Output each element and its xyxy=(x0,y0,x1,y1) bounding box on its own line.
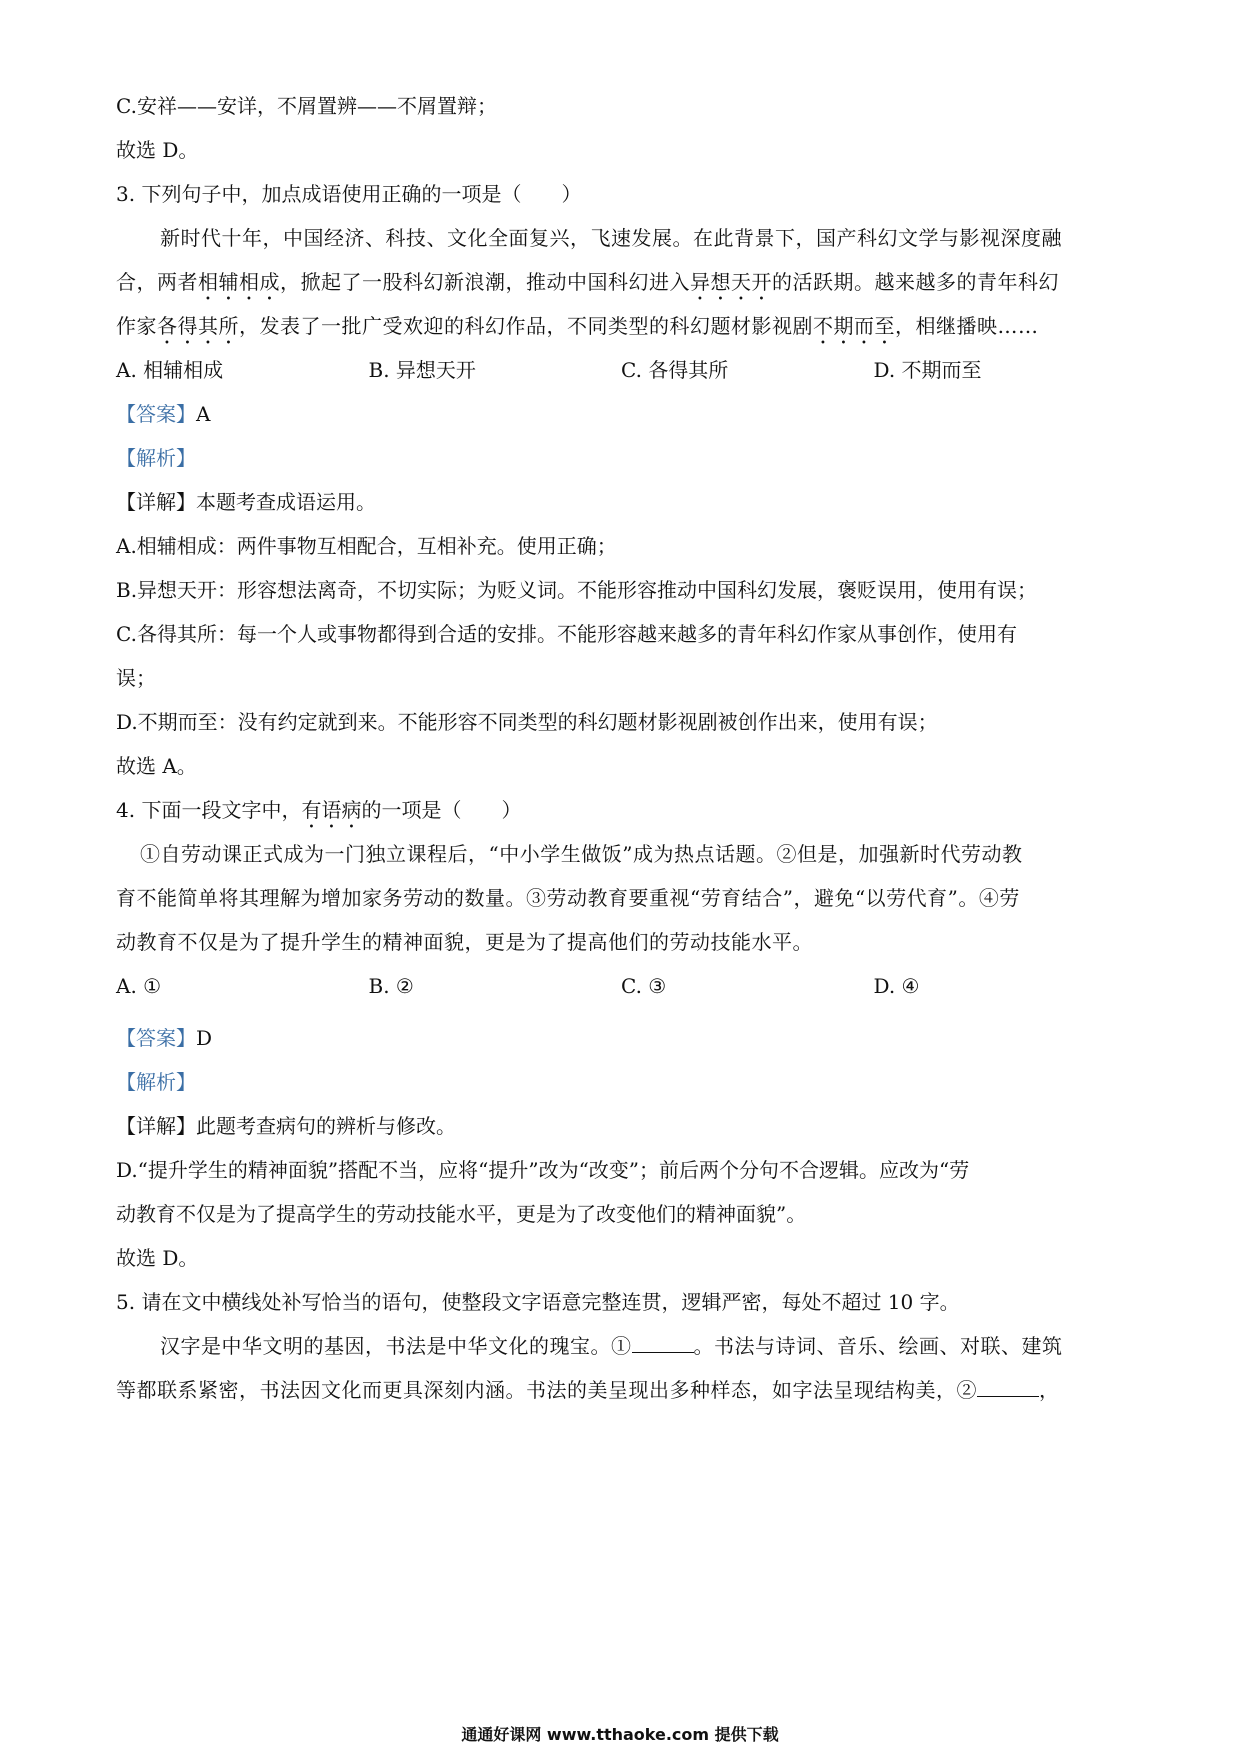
passage-line xyxy=(116,268,1059,305)
dotted-idiom: 相辅相成 xyxy=(198,270,280,294)
passage-text: ， xyxy=(1039,1378,1060,1402)
passage-text: 作家 xyxy=(116,314,157,338)
analysis-tag: 【解析】 xyxy=(116,1070,196,1094)
detail-line: 【详解】本题考查成语运用。 xyxy=(116,490,376,514)
question-4-options xyxy=(116,972,1126,1000)
passage-text: 合，两者 xyxy=(116,270,198,294)
explanation-line: 误； xyxy=(116,666,156,690)
option-a: A. 相辅相成 xyxy=(116,358,224,382)
answer-line xyxy=(116,1024,212,1052)
passage-line: 动教育不仅是为了提升学生的精神面貌，更是为了提高他们的劳动技能水平。 xyxy=(116,930,813,954)
dotted-idiom: 不期而至 xyxy=(813,314,895,338)
passage-text: 等都联系紧密，书法因文化而更具深刻内涵。书法的美呈现出多种样态，如字法呈现结构美，② xyxy=(116,1378,977,1402)
explanation-line: C.各得其所：每一个人或事物都得到合适的安排。不能形容越来越多的青年科幻作家从事创作，使用有 xyxy=(116,622,1017,646)
passage-text: ，发表了一批广受欢迎的科幻作品，不同类型的科幻题材影视剧 xyxy=(239,314,813,338)
passage-text: 的活跃期。越来越多的青年科幻 xyxy=(772,270,1059,294)
passage-line: ①自劳动课正式成为一门独立课程后，“中小学生做饭”成为热点话题。②但是，加强新时代劳动教 xyxy=(140,842,1023,866)
passage-text: ，掀起了一股科幻新浪潮，推动中国科幻进入 xyxy=(280,270,690,294)
selection-line: 故选 A。 xyxy=(116,754,197,778)
question-5-stem: 5. 请在文中横线处补写恰当的语句，使整段文字语意完整连贯，逻辑严密，每处不超过 10 字。 xyxy=(116,1290,960,1314)
option-d: D. 不期而至 xyxy=(873,358,982,382)
explanation-line: B.异想天开：形容想法离奇，不切实际；为贬义词。不能形容推动中国科幻发展，褒贬误用，使用有误； xyxy=(116,578,1038,602)
explanation-line: 动教育不仅是为了提高学生的劳动技能水平，更是为了改变他们的精神面貌”。 xyxy=(116,1202,807,1226)
stem-text: 4. 下面一段文字中， xyxy=(116,798,302,822)
option-c: C. 各得其所 xyxy=(621,358,729,382)
detail-line: 【详解】此题考查病句的辨析与修改。 xyxy=(116,1114,456,1138)
page-footer: 通通好课网 www.tthaoke.com 提供下载 xyxy=(461,1725,779,1744)
explanation-line: D.不期而至：没有约定就到来。不能形容不同类型的科幻题材影视剧被创作出来，使用有误； xyxy=(116,710,938,734)
passage-line xyxy=(160,1332,1063,1360)
answer-line xyxy=(116,400,210,428)
answer-tag: 【答案】 xyxy=(116,1026,196,1050)
fill-blank-2[interactable] xyxy=(977,1378,1039,1397)
option-c: C. ③ xyxy=(621,974,667,998)
answer-value: D xyxy=(196,1026,213,1050)
analysis-tag: 【解析】 xyxy=(116,446,196,470)
question-4-stem xyxy=(116,796,521,833)
explanation-line: D.“提升学生的精神面貌”搭配不当，应将“提升”改为“改变”；前后两个分句不合逻辑。应改为“劳 xyxy=(116,1158,970,1182)
passage-text: 。书法与诗词、音乐、绘画、对联、建筑 xyxy=(693,1334,1063,1358)
question-3-stem: 3. 下列句子中，加点成语使用正确的一项是（ ） xyxy=(116,182,582,206)
passage-line xyxy=(116,1376,1060,1404)
passage-text: ，相继播映…… xyxy=(895,314,1039,338)
option-b: B. 异想天开 xyxy=(368,358,476,382)
question-3-options xyxy=(116,356,1126,384)
dotted-idiom: 各得其所 xyxy=(157,314,239,338)
passage-line xyxy=(116,312,1039,349)
stem-text: 的一项是（ ） xyxy=(361,798,522,822)
fill-blank-1[interactable] xyxy=(632,1334,694,1353)
dotted-idiom: 异想天开 xyxy=(690,270,772,294)
answer-tag: 【答案】 xyxy=(116,402,196,426)
explanation-line: A.相辅相成：两件事物互相配合，互相补充。使用正确； xyxy=(116,534,617,558)
option-a: A. ① xyxy=(116,974,162,998)
option-d: D. ④ xyxy=(873,974,920,998)
passage-text: 汉字是中华文明的基因，书法是中华文化的瑰宝。① xyxy=(160,1334,632,1358)
option-b: B. ② xyxy=(368,974,414,998)
dotted-keyword: 有语病 xyxy=(301,798,362,822)
selection-line: 故选 D。 xyxy=(116,1246,199,1270)
passage-line: 新时代十年，中国经济、科技、文化全面复兴，飞速发展。在此背景下，国产科幻文学与影视深度融 xyxy=(160,226,1062,250)
text-line: C.安祥——安详，不屑置辨——不屑置辩； xyxy=(116,94,497,118)
answer-value: A xyxy=(196,402,211,426)
passage-line: 育不能简单将其理解为增加家务劳动的数量。③劳动教育要重视“劳育结合”，避免“以劳代育”。④劳 xyxy=(116,886,1020,910)
text-line: 故选 D。 xyxy=(116,138,199,162)
